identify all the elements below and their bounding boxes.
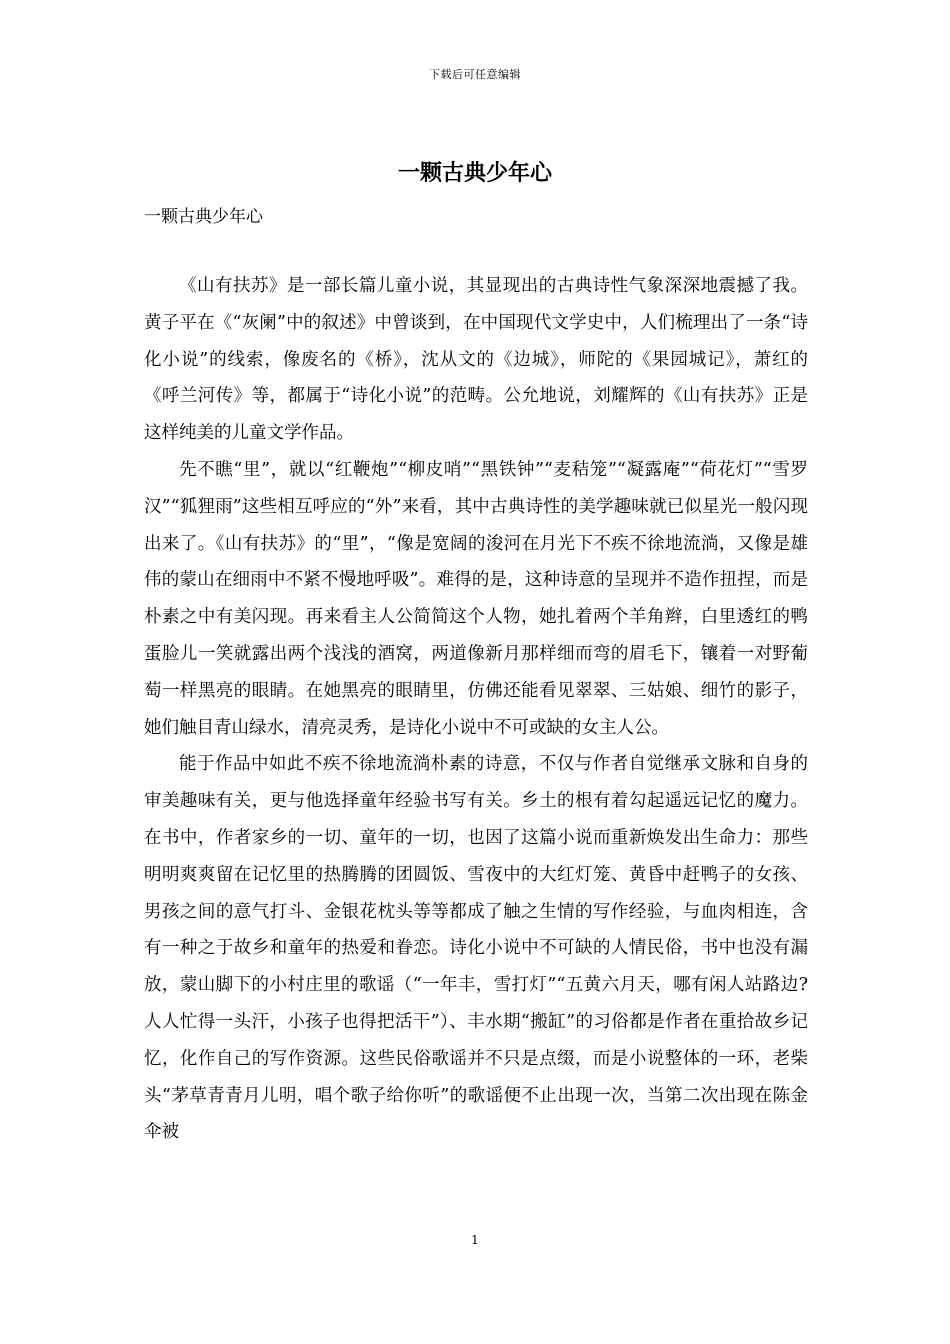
paragraph-1: 《山有扶苏》是一部长篇儿童小说，其显现出的古典诗性气象深深地震撼了我。黄子平在《“灰阑”中的叙述》中曾谈到，在中国现代文学史中，人们梳理出了一条“诗化小说”的线索，像废名的《桥》，沈从文的《边城》，师陀的《果园城记》，萧红的《呼兰河传》等，都属于“诗化小说”的范畴。公允地说，刘耀辉的《山有扶苏》正是这样纯美的儿童文学作品。 [144, 276, 808, 444]
page-number: 1 [471, 1233, 479, 1247]
document-body [144, 268, 808, 1151]
paragraph-3: 能于作品中如此不疾不徐地流淌朴素的诗意，不仅与作者自觉继承文脉和自身的审美趣味有关，更与他选择童年经验书写有关。乡土的根有着勾起遥远记忆的魔力。在书中，作者家乡的一切、童年的一切，也因了这篇小说而重新焕发出生命力：那些明明爽爽留在记忆里的热腾腾的团圆饭、雪夜中的大红灯笼、黄昏中赶鸭子的女孩、男孩之间的意气打斗、金银花枕头等等都成了触之生情的写作经验，与血肉相连，含有一种之于故乡和童年的热爱和眷恋。诗化小说中不可缺的人情民俗，书中也没有漏放，蒙山脚下的小村庄里的歌谣（“一年丰，雪打灯”“五黄六月天，哪有闲人站路边?人人忙得一头汗，小孩子也得把活干”）、丰水期“搬缸”的习俗都是作者在重拾故乡记忆，化作自己的写作资源。这些民俗歌谣并不只是点缀，而是小说整体的一环，老柴头“茅草青青月儿明，唱个歌子给你听”的歌谣便不止出现一次，当第二次出现在陈金伞被 [144, 754, 808, 1143]
document-title: 一颗古典少年心 [397, 160, 552, 186]
document-subtitle: 一颗古典少年心 [144, 207, 263, 227]
header-note: 下载后可任意编辑 [429, 68, 521, 81]
paragraph-2: 先不瞧“里”，就以“红鞭炮”“柳皮哨”“黑铁钟”“麦秸笼”“凝露庵”“荷花灯”“雪罗汉”“狐狸雨”这些相互呼应的“外”来看，其中古典诗性的美学趣味就已似星光一般闪现出来了。《山有扶苏》的“里”，“像是宽阔的浚河在月光下不疾不徐地流淌，又像是雄伟的蒙山在细雨中不紧不慢地呼吸”。难得的是，这种诗意的呈现并不造作扭捏，而是朴素之中有美闪现。再来看主人公简简这个人物，她扎着两个羊角辫，白里透红的鸭蛋脸儿一笑就露出两个浅浅的酒窝，两道像新月那样细而弯的眉毛下，镶着一对野葡萄一样黑亮的眼睛。在她黑亮的眼睛里，仿佛还能看见翠翠、三姑娘、细竹的影子，她们触目青山绿水，清亮灵秀，是诗化小说中不可或缺的女主人公。 [144, 459, 808, 738]
